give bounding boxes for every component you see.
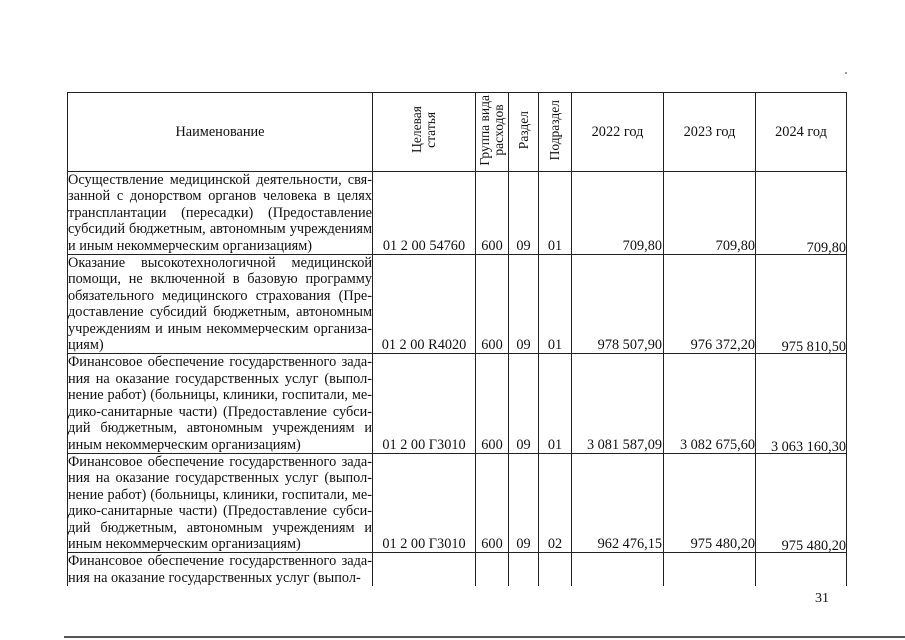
description-line: дий бюджетным, автономным учреждениям и [68, 519, 372, 536]
description-line: Финансовое обеспечение государственного зада- [68, 354, 372, 371]
description-line: ния на оказание государственных услуг (выпол- [68, 370, 372, 387]
target-article-cell [373, 553, 476, 586]
description-line: Оказание высокотехнологичной медицинской [68, 255, 372, 272]
description-line: циям) [68, 337, 104, 354]
subsection-cell: 01 [539, 255, 572, 354]
table-row [68, 453, 847, 552]
description-line: и иным некоммерческим организациям) [68, 237, 313, 254]
amount-2024-cell: 975 810,50 [756, 255, 847, 354]
subsection-cell [539, 553, 572, 586]
description-line: Финансовое обеспечение государственного зада- [68, 453, 372, 470]
header-target-article: Целевая статья [373, 93, 476, 172]
header-subsection: Подраздел [539, 93, 572, 172]
amount-2022-cell: 978 507,90 [572, 255, 664, 354]
description-line: занной с донорством органов человека в целях [68, 188, 372, 205]
row-description [68, 354, 373, 453]
description-line: иным некоммерческим организациям) [68, 436, 301, 453]
row-description [68, 172, 373, 255]
table-row [68, 255, 847, 354]
header-2022: 2022 год [572, 93, 664, 172]
header-expense-group: Группа вида расходов [476, 93, 509, 172]
header-2024: 2024 год [756, 93, 847, 172]
header-name: Наименование [68, 93, 373, 172]
description-line: нение работ) (больницы, клиники, госпитали, ме- [68, 387, 372, 404]
row-description [68, 453, 373, 552]
table-row [68, 553, 847, 586]
budget-table [67, 92, 847, 586]
subsection-cell: 02 [539, 453, 572, 552]
expense-group-cell: 600 [476, 255, 509, 354]
amount-2024-cell: 3 063 160,30 [756, 354, 847, 453]
description-line: доставление субсидий бюджетным, автономным [68, 304, 372, 321]
section-cell: 09 [509, 255, 539, 354]
description-line: помощи, не включенной в базовую программу [68, 271, 372, 288]
description-line: дий бюджетным, автономным учреждениям и [68, 420, 372, 437]
amount-2022-cell: 709,80 [572, 172, 664, 255]
expense-group-cell: 600 [476, 354, 509, 453]
table-row [68, 172, 847, 255]
target-article-cell: 01 2 00 Г3010 [373, 453, 476, 552]
description-line: Финансовое обеспечение государственного зада- [68, 553, 372, 570]
section-cell: 09 [509, 354, 539, 453]
target-article-cell: 01 2 00 Г3010 [373, 354, 476, 453]
subsection-cell: 01 [539, 354, 572, 453]
description-line: учреждениям и иным некоммерческим организа- [68, 320, 372, 337]
target-article-cell: 01 2 00 R4020 [373, 255, 476, 354]
amount-2022-cell [572, 553, 664, 586]
description-line: иным некоммерческим организациям) [68, 535, 301, 552]
section-cell: 09 [509, 172, 539, 255]
expense-group-cell: 600 [476, 172, 509, 255]
description-line: нение работ) (больницы, клиники, госпитали, ме- [68, 486, 372, 503]
row-description [68, 255, 373, 354]
amount-2024-cell: 709,80 [756, 172, 847, 255]
description-line: Осуществление медицинской деятельности, свя- [68, 172, 372, 188]
description-line: ния на оказание государственных услуг (выпол- [68, 569, 361, 586]
description-line: обязательного медицинского страхования (Пре- [68, 287, 372, 304]
amount-2023-cell: 976 372,20 [664, 255, 756, 354]
table-header-row [68, 93, 847, 172]
section-cell: 09 [509, 453, 539, 552]
expense-group-cell [476, 553, 509, 586]
amount-2024-cell: 975 480,20 [756, 453, 847, 552]
expense-group-cell: 600 [476, 453, 509, 552]
description-line: субсидий бюджетным, автономным учреждениям [68, 221, 372, 238]
scan-edge-line [64, 636, 905, 638]
page-number: 31 [815, 591, 829, 606]
row-description [68, 553, 373, 586]
target-article-cell: 01 2 00 54760 [373, 172, 476, 255]
amount-2023-cell [664, 553, 756, 586]
section-cell [509, 553, 539, 586]
amount-2023-cell: 3 082 675,60 [664, 354, 756, 453]
description-line: дико-санитарные части) (Предоставление субси- [68, 403, 372, 420]
description-line: ния на оказание государственных услуг (выпол- [68, 470, 372, 487]
description-line: трансплантации (пересадки) (Предоставление [68, 204, 372, 221]
amount-2022-cell: 3 081 587,09 [572, 354, 664, 453]
amount-2023-cell: 709,80 [664, 172, 756, 255]
amount-2022-cell: 962 476,15 [572, 453, 664, 552]
table-row [68, 354, 847, 453]
amount-2023-cell: 975 480,20 [664, 453, 756, 552]
header-section: Раздел [509, 93, 539, 172]
scan-speck [845, 72, 847, 74]
amount-2024-cell [756, 553, 847, 586]
subsection-cell: 01 [539, 172, 572, 255]
description-line: дико-санитарные части) (Предоставление субси- [68, 503, 372, 520]
header-2023: 2023 год [664, 93, 756, 172]
